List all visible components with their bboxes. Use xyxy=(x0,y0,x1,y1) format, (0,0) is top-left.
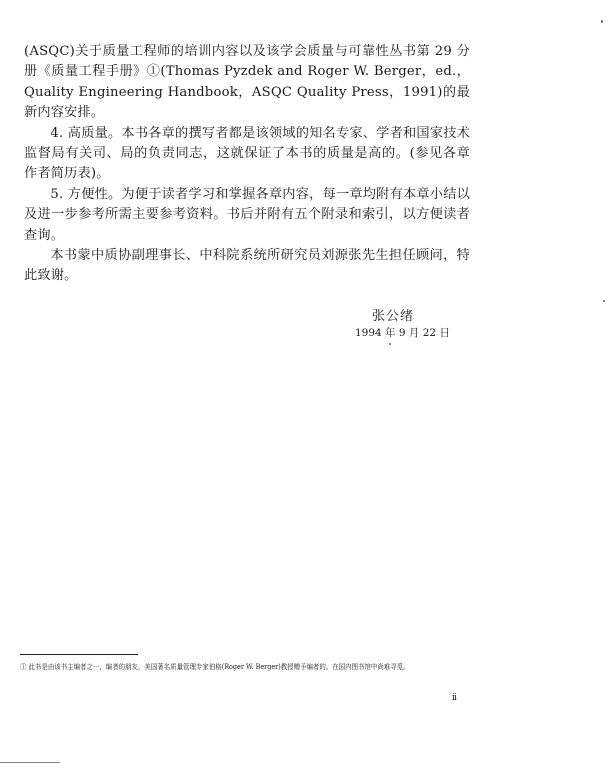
paragraph-high-quality: 4. 高质量。本书各章的撰写者都是该领域的知名专家、学者和国家技术监督局有关司、局的负责同志，这就保证了本书的质量是高的。(参见各章作者简历表)。 xyxy=(24,125,470,182)
paragraph-convenience: 5. 方便性。为便于读者学习和掌握各章内容，每一章均附有本章小结以及进一步参考所需主要参考资料。书后并附有五个附录和索引，以方便读者查询。 xyxy=(24,186,470,243)
footnote-divider xyxy=(20,654,138,655)
body-text xyxy=(24,42,470,287)
footnote-mark: ① xyxy=(20,663,27,671)
scan-speck xyxy=(601,20,603,23)
scan-speck xyxy=(389,343,391,345)
page-number: ii xyxy=(452,693,456,703)
footnote-text: 此书是由该书主编者之一，编者的朋友，美国著名质量管理专家伯格(Roger W. Berger)教授赠予编者的。在国内图书馆中尚难寻觅。 xyxy=(28,663,410,671)
paragraph-acknowledgement: 本书蒙中质协副理事长、中科院系统所研究员刘源张先生担任顾问，特此致谢。 xyxy=(24,248,470,284)
footnote xyxy=(20,662,425,672)
scan-edge-line xyxy=(0,762,60,763)
scan-speck xyxy=(603,300,605,302)
paragraph-asqc-continuation: (ASQC)关于质量工程师的培训内容以及该学会质量与可靠性丛书第 29 分册《质量工程手册》①(Thomas Pyzdek and Roger W. Berger，ed.，Quality Engineering Handbook，ASQC Quality Press，1991)的最新内容安排。 xyxy=(24,44,470,121)
signature-date: 1994 年 9 月 22 日 xyxy=(355,327,450,339)
signer-name: 张公绪 xyxy=(372,309,415,324)
